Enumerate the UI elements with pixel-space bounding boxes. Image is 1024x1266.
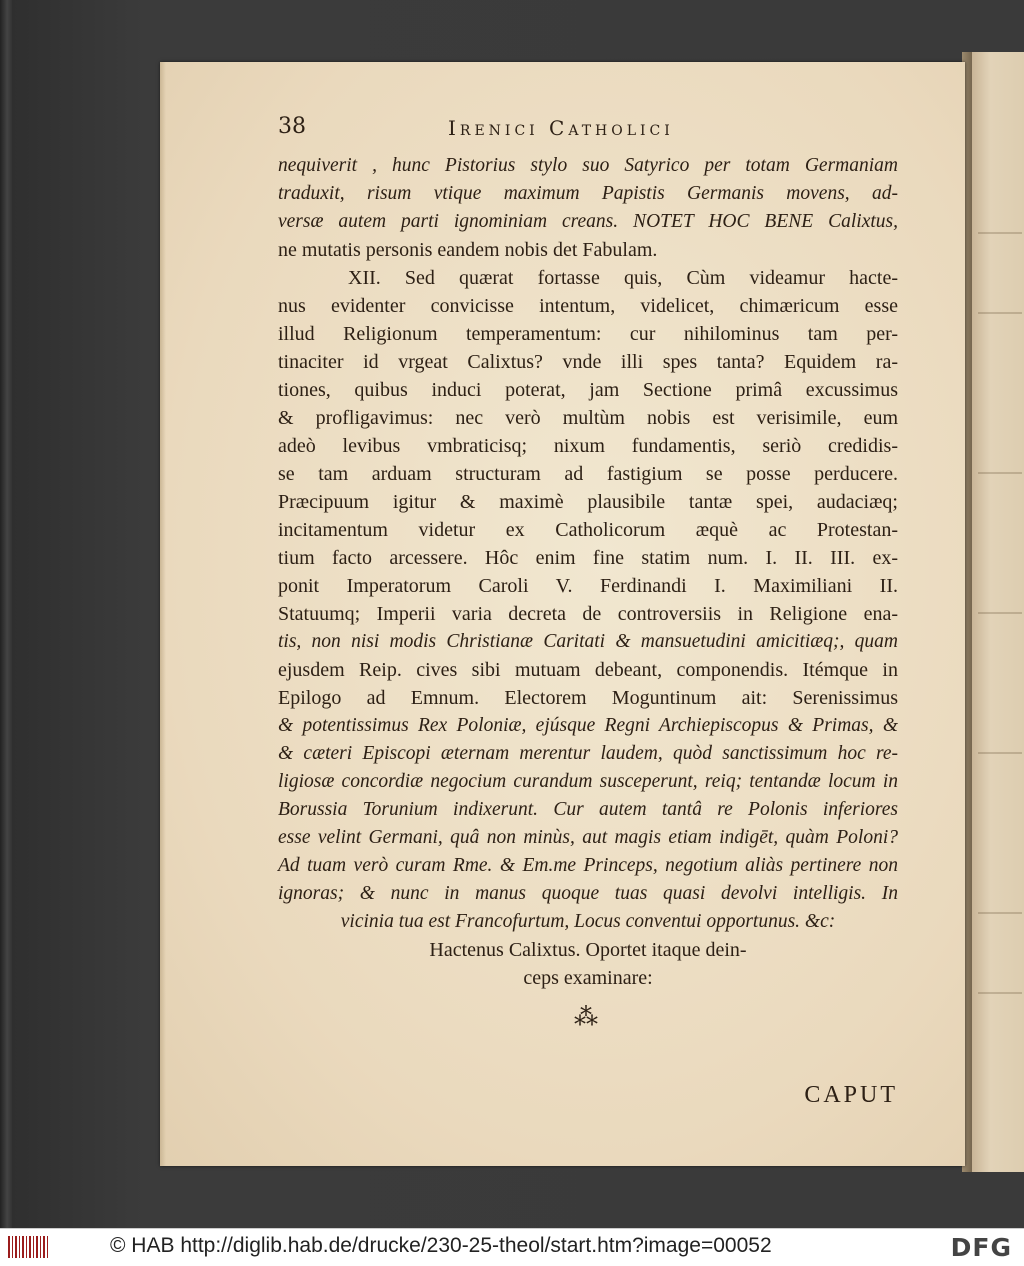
page-number: 38 <box>278 114 306 139</box>
hab-barcode-logo-icon <box>8 1236 50 1258</box>
text-line: Præcipuum igitur & maximè plausibile tantæ spei, audaciæq; <box>278 491 898 513</box>
text-line: ponit Imperatorum Caroli V. Ferdinandi I. Maximiliani II. <box>278 575 898 597</box>
text-line: & potentissimus Rex Poloniæ, ejúsque Regni Archiepiscopus & Primas, & <box>278 715 898 736</box>
text-line: Borussia Torunium indixerunt. Cur autem tantâ re Polonis inferiores <box>278 799 898 820</box>
text-line: tium facto arcessere. Hôc enim fine statim num. I. II. III. ex- <box>278 547 898 569</box>
text-line: & profligavimus: nec verò multùm nobis est verisimile, eum <box>278 407 898 429</box>
book-spine <box>0 0 12 1228</box>
text-line: tinaciter id vrgeat Calixtus? vnde illi spes tanta? Equidem ra- <box>278 351 898 373</box>
text-line: & cæteri Episcopi æternam merentur laudem, quòd sanctissimum hoc re- <box>278 743 898 764</box>
text-line: ceps examinare: <box>523 967 653 989</box>
text-line: nus evidenter convicisse intentum, videlicet, chimæricum esse <box>278 295 898 317</box>
text-line: illud Religionum temperamentum: cur nihilominus tam per- <box>278 323 898 345</box>
book-page <box>160 62 965 1166</box>
text-line: tiones, quibus induci poterat, jam Sectione primâ excussimus <box>278 379 898 401</box>
viewer-footer <box>0 1228 1024 1266</box>
page-header <box>278 114 898 152</box>
text-line: Ad tuam verò curam Rme. & Em.me Princeps, negotium aliàs pertinere non <box>278 855 898 876</box>
text-line: esse velint Germani, quâ non minùs, aut magis etiam indigēt, quàm Poloni? <box>278 827 898 848</box>
text-line: ignoras; & nunc in manus quoque tuas quasi devolvi intelligis. In <box>278 883 898 904</box>
attribution-link[interactable]: © HAB http://diglib.hab.de/drucke/230-25-theol/start.htm?image=00052 <box>110 1234 772 1257</box>
facing-page <box>972 52 1024 1172</box>
dfg-logo: DFG <box>950 1233 1012 1262</box>
text-line: tis, non nisi modis Christianæ Caritati & mansuetudini amicitiæq;, quam <box>278 631 898 652</box>
text-line: XII. Sed quærat fortasse quis, Cùm videamur hacte- <box>348 267 898 289</box>
text-line: Epilogo ad Emnum. Electorem Moguntinum ait: Serenissimus <box>278 687 898 709</box>
text-line: ne mutatis personis eandem nobis det Fabulam. <box>278 239 658 261</box>
text-line: ejusdem Reip. cives sibi mutuam debeant, componendis. Itémque in <box>278 659 898 681</box>
text-line: ligiosæ concordiæ negocium curandum susceperunt, reiq; tentandæ locum in <box>278 771 898 792</box>
text-line: nequiverit , hunc Pistorius stylo suo Satyrico per totam Germaniam <box>278 155 898 176</box>
text-line: incitamentum videtur ex Catholicorum æquè ac Protestan- <box>278 519 898 541</box>
catchword: CAPUT <box>804 1082 898 1108</box>
text-line: traduxit, risum vtique maximum Papistis Germanis movens, ad- <box>278 183 898 204</box>
text-block <box>278 114 898 1109</box>
text-line: vicinia tua est Francofurtum, Locus conventui opportunus. &c: <box>340 911 836 932</box>
text-line: adeò levibus vmbraticisq; nixum fundamentis, seriò credidis- <box>278 435 898 457</box>
asterism-ornament: ⁂ <box>574 1003 602 1031</box>
text-line: versæ autem parti ignominiam creans. NOTET HOC BENE Calixtus, <box>278 211 898 232</box>
text-line: Hactenus Calixtus. Oportet itaque dein- <box>429 939 747 961</box>
running-title: Irenici Catholici <box>448 116 674 140</box>
text-line: Statuumq; Imperii varia decreta de controversiis in Religione ena- <box>278 603 898 625</box>
text-line: se tam arduam structuram ad fastigium se posse perducere. <box>278 463 898 485</box>
